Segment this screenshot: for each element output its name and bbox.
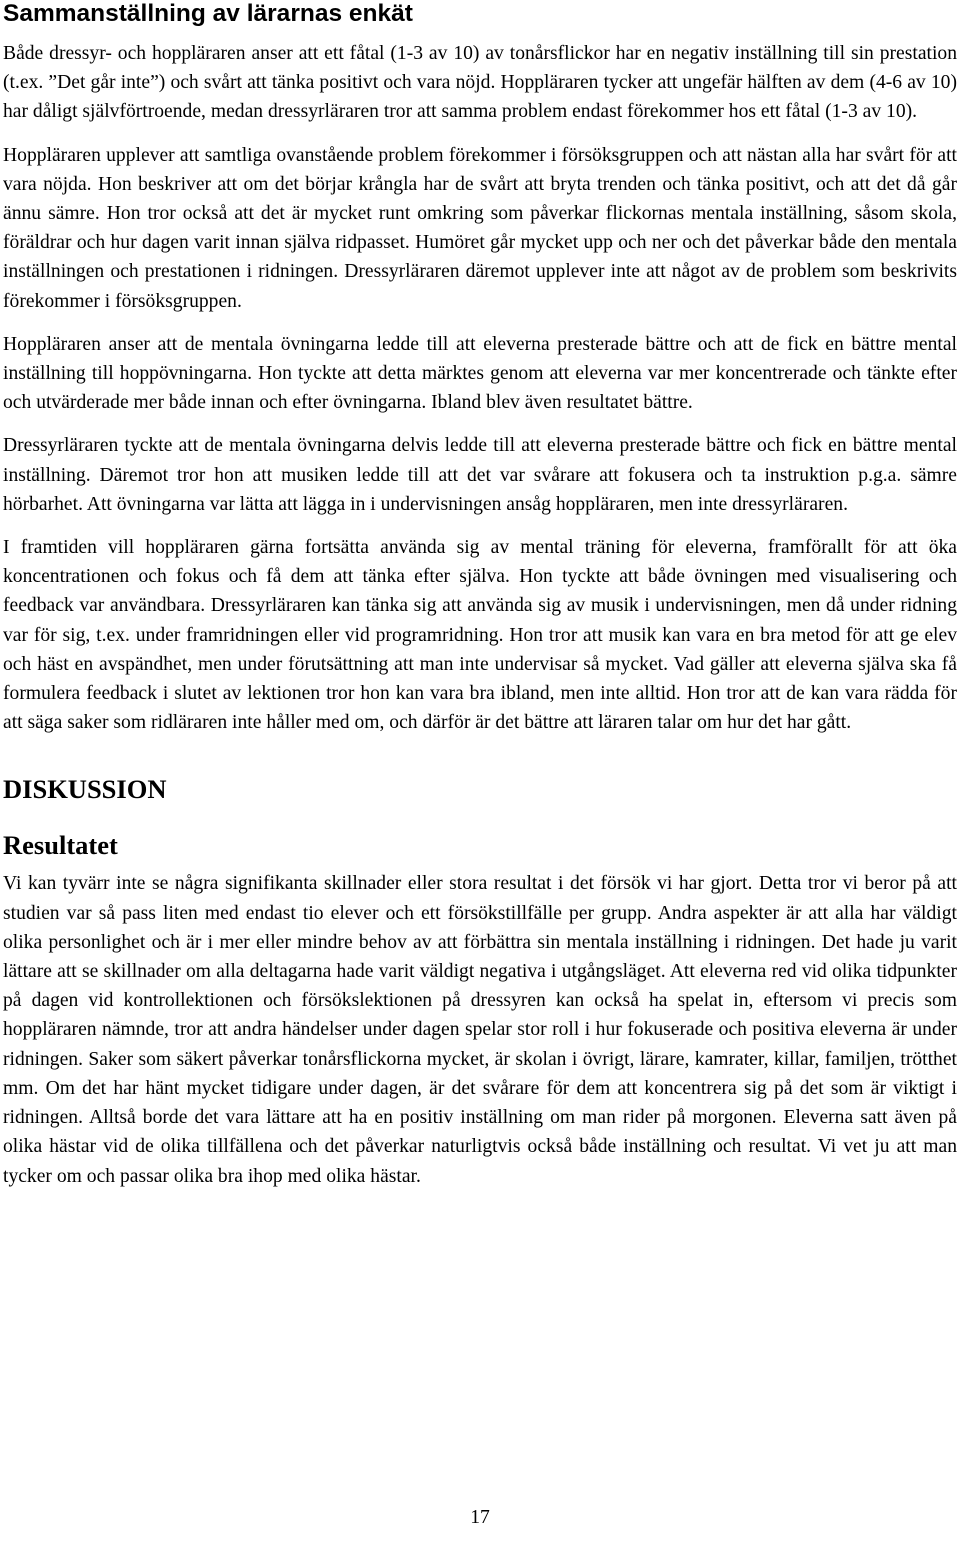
section-title: Sammanställning av lärarnas enkät	[3, 0, 413, 27]
paragraph-1: Både dressyr- och hoppläraren anser att ett fåtal (1-3 av 10) av tonårsflickor har en negativ inställning till sin prestation (t.ex. ”Det går inte”) och svårt att tänka positivt och vara nöjd. Hoppläraren tycker att ungefär hälften av dem (4-6 av 10) har dåligt självförtroende, medan dressyrläraren tror att samma problem endast förekommer hos ett fåtal (1-3 av 10).	[3, 43, 957, 123]
paragraph-2: Hoppläraren upplever att samtliga ovanstående problem förekommer i försöksgruppen och att nästan alla har svårt för att vara nöjda. Hon beskriver att om det börjar krångla har de svårt att bryta trenden och tänka positivt, och att det då går ännu sämre. Hon tror också att det är mycket runt omkring som påverkar flickornas mentala inställning, såsom skola, föräldrar och hur dagen varit innan själva ridpasset. Humöret går mycket upp och ner och det påverkar både den mentala inställningen och prestationen i ridningen. Dressyrläraren däremot upplever inte att något av de problem som beskrivits förekommer i försöksgruppen.	[3, 144, 957, 312]
paragraph-4: Dressyrläraren tyckte att de mentala övningarna delvis ledde till att eleverna presterade bättre och fick en bättre mental inställning. Däremot tror hon att musiken ledde till att det var svårare att fokusera och ta instruktion p.g.a. sämre hörbarhet. Att övningarna var lätta att lägga in i undervisningen ansåg hoppläraren, men inte dressyrläraren.	[3, 435, 957, 515]
heading-resultatet: Resultatet	[3, 830, 118, 861]
heading-diskussion: DISKUSSION	[3, 774, 167, 805]
page-number: 17	[470, 1507, 490, 1528]
document-page	[3, 0, 957, 1191]
paragraph-5: I framtiden vill hoppläraren gärna fortsätta använda sig av mental träning för eleverna, framförallt för att öka koncentrationen och fokus och få dem att tänka efter själva. Hon tyckte att både övningen med visualisering och feedback var användbara. Dressyrläraren kan tänka sig att använda sig av musik i undervisningen, men då under ridning var för sig, t.ex. under framridningen eller vid programridning. Hon tror att musik kan vara en bra metod för att ge elev och häst en avspändhet, men under förutsättning att man inte undervisar så mycket. Vad gäller att eleverna själva ska få formulera feedback i slutet av lektionen tror hon kan vara bra ibland, men inte alltid. Hon tror att de kan vara rädda för att säga saker som ridläraren inte håller med om, och därför är det bättre att läraren talar om hur det har gått.	[3, 537, 957, 734]
result-paragraph: Vi kan tyvärr inte se några signifikanta skillnader eller stora resultat i det försök vi har gjort. Detta tror vi beror på att studien var så pass liten med endast tio elever och ett försökstillfälle per grupp. Andra aspekter är att alla har väldigt olika personlighet och är i mer eller mindre behov av att förbättra sin mentala inställning i ridningen. Det hade ju varit lättare att se skillnader om alla deltagarna hade varit väldigt negativa i utgångsläget. Att eleverna red vid olika tidpunkter på dagen vid kontrollektionen och försökslektionen på dressyren kan också ha spelat in, eftersom vi precis som hoppläraren nämnde, tror att andra händelser under dagen spelar stor roll i hur fokuserade och positiva eleverna är under ridningen. Saker som säkert påverkar tonårsflickorna mycket, är skolan i övrigt, lärare, kamrater, killar, familjen, trötthet mm. Om det har hänt mycket tidigare under dagen, är det svårare för dem att koncentrera sig på det som är viktigt i ridningen. Alltså borde det vara lättare att ha en positiv inställning om man rider på morgonen. Eleverna satt även på olika hästar vid de olika tillfällena och det påverkar naturligtvis också både inställning och resultat. Vi vet ju att man tycker om och passar olika bra ihop med olika hästar.	[3, 873, 957, 1187]
paragraph-3: Hoppläraren anser att de mentala övningarna ledde till att eleverna presterade bättre och att de fick en bättre mental inställning till hoppövningarna. Hon tyckte att detta märktes genom att eleverna var mer koncentrerade och tänkte efter och utvärderade mer både innan och efter övningarna. Ibland blev även resultatet bättre.	[3, 333, 957, 414]
